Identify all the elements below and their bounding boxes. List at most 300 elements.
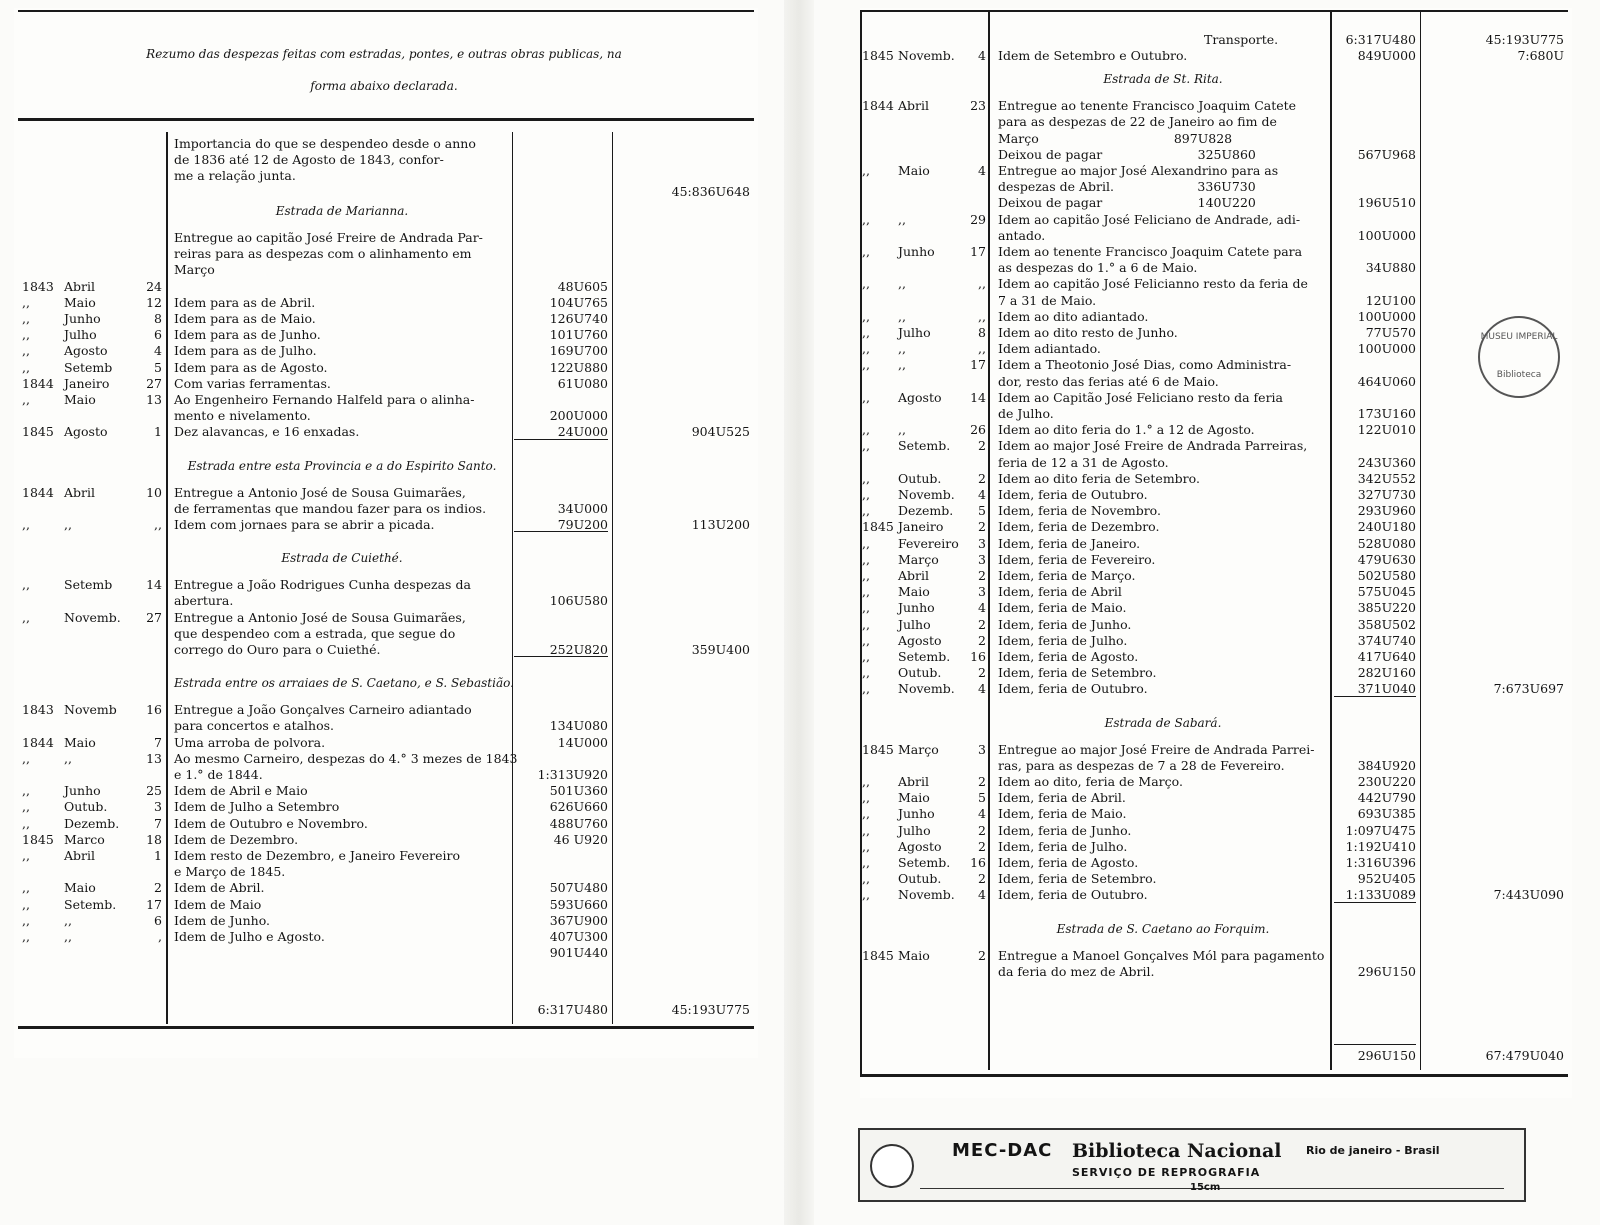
ledger-row — [14, 343, 754, 359]
row-desc: reiras para as despezas com o alinhamento em — [174, 246, 472, 262]
right-bottom-rule — [860, 1074, 1568, 1077]
row-year: ,, — [862, 584, 870, 600]
row-day: 14 — [146, 577, 162, 593]
section-total: 7:673U697 — [1493, 681, 1564, 697]
section-title: Estrada entre os arraiaes de S. Caetano, e S. Sebastião. — [174, 676, 514, 691]
row-month: Maio — [898, 163, 930, 178]
ledger-row — [14, 848, 754, 864]
ledger-row — [860, 260, 1568, 276]
row-amount: 626U660 — [549, 799, 608, 815]
row-desc: Idem ao major José Freire de Andrada Parreiras, — [998, 438, 1308, 454]
banner-library: Biblioteca Nacional — [1072, 1140, 1282, 1162]
museum-stamp — [1478, 316, 1560, 398]
ledger-row — [860, 244, 1568, 260]
row-year: ,, — [862, 600, 870, 616]
row-amount: 1:313U920 — [537, 767, 608, 782]
row-day: 2 — [978, 665, 986, 681]
row-amount: 442U790 — [1357, 790, 1416, 806]
ledger-row — [14, 408, 754, 424]
row-amount: 342U552 — [1357, 470, 1416, 486]
ledger-row — [860, 357, 1568, 373]
row-day: 17 — [970, 244, 986, 259]
row-day: 5 — [978, 503, 986, 519]
row-year: ,, — [22, 880, 30, 896]
ledger-row — [14, 767, 754, 783]
ledger-row — [860, 228, 1568, 244]
row-desc: Idem, feria de Julho. — [998, 838, 1128, 854]
row-amount: 952U405 — [1357, 871, 1416, 887]
ledger-row — [860, 855, 1568, 871]
row-month: Setemb — [64, 359, 113, 375]
ledger-row — [860, 471, 1568, 487]
row-day: 16 — [146, 702, 162, 718]
row-desc: Idem, feria de Agosto. — [998, 649, 1139, 664]
ledger-row — [860, 964, 1568, 980]
final-sum-rule — [1334, 1044, 1416, 1045]
ledger-row — [14, 295, 754, 311]
row-month: Abril — [898, 98, 929, 114]
subtotal-rule — [1334, 902, 1416, 903]
left-page-total: 45:193U775 — [671, 1002, 750, 1017]
subtotal-rule — [514, 656, 608, 657]
section-title: Estrada de Cuiethé. — [281, 551, 403, 566]
row-month: Novemb. — [898, 487, 955, 502]
row-year: ,, — [862, 790, 870, 806]
row-month: Abril — [898, 774, 929, 789]
row-day: 3 — [154, 799, 162, 815]
row-desc: da feria do mez de Abril. — [998, 963, 1155, 979]
row-amount: 1:133U089 — [1345, 887, 1416, 903]
row-month: Outub. — [898, 665, 942, 681]
row-desc: Idem adiantado. — [998, 341, 1101, 357]
banner-scale: 15cm — [1190, 1182, 1221, 1193]
ledger-row — [860, 823, 1568, 839]
row-day: 10 — [146, 484, 162, 500]
ledger-row — [860, 742, 1568, 758]
section-total: 7:443U090 — [1493, 887, 1564, 903]
row-desc: e Março de 1845. — [174, 864, 286, 880]
row-day: 2 — [978, 568, 986, 583]
row-year: ,, — [862, 438, 870, 454]
row-desc: Idem, feria de Maio. — [998, 806, 1127, 822]
row-desc: Idem para as de Abril. — [174, 294, 316, 310]
row-day: 8 — [978, 325, 986, 340]
section-title: Estrada de S. Caetano ao Forquim. — [1056, 921, 1270, 936]
row-amount: 693U385 — [1357, 806, 1416, 822]
row-desc: Entregue ao major José Alexandrino para as — [998, 163, 1279, 178]
row-day: 2 — [978, 871, 986, 887]
row-desc: que despendeo com a estrada, que segue do — [174, 625, 456, 641]
row-month: Abril — [898, 568, 929, 583]
row-amount: 126U740 — [549, 311, 608, 326]
row-desc: Entregue a João Rodrigues Cunha despezas da — [174, 577, 471, 593]
row-amount: 374U740 — [1357, 632, 1416, 648]
row-day: 4 — [978, 48, 986, 63]
row-day: 24 — [146, 278, 162, 294]
row-month: Agosto — [64, 424, 108, 440]
row-day: 2 — [978, 616, 986, 632]
row-day: 4 — [154, 343, 162, 359]
ledger-row — [14, 577, 754, 593]
ledger-row — [860, 406, 1568, 422]
row-day: 23 — [970, 98, 986, 114]
row-year: ,, — [862, 887, 870, 903]
row-desc: Ao mesmo Carneiro, despezas do 4.° 3 mezes de 1843 — [174, 750, 518, 766]
row-amount: 46 U920 — [553, 831, 608, 847]
row-amount: 358U502 — [1357, 616, 1416, 632]
row-month: ,, — [64, 750, 72, 766]
ledger-row — [14, 376, 754, 392]
section-title: Estrada de Sabará. — [1104, 715, 1222, 730]
row-year: ,, — [22, 912, 30, 928]
row-desc: as despezas do 1.° a 6 de Maio. — [998, 260, 1198, 276]
row-year: ,, — [862, 681, 870, 697]
ledger-row — [14, 593, 754, 609]
section-total: 359U400 — [691, 642, 750, 657]
ledger-row — [860, 948, 1568, 964]
row-amount: 252U820 — [549, 642, 608, 657]
row-desc: Idem resto de Dezembro, e Janeiro Fevereiro — [174, 848, 461, 863]
row-month: Março — [898, 551, 939, 567]
row-desc: Idem de Maio — [174, 896, 262, 912]
row-desc: Março — [174, 262, 215, 278]
row-amount: 501U360 — [549, 783, 608, 799]
ledger-row — [14, 864, 754, 880]
row-month: ,, — [898, 341, 906, 357]
row-day: 13 — [146, 392, 162, 407]
row-amount: 34U000 — [557, 500, 608, 516]
row-year: ,, — [862, 632, 870, 648]
ledger-row — [860, 147, 1568, 163]
row-desc: Idem, feria de Novembro. — [998, 503, 1161, 519]
row-desc: Idem a Theotonio José Dias, como Administra- — [998, 357, 1292, 373]
row-amount: 367U900 — [549, 912, 608, 928]
row-desc: abertura. — [174, 593, 234, 609]
row-desc: Idem, feria de Junho. — [998, 822, 1132, 838]
row-desc: Idem para as de Julho. — [174, 343, 317, 359]
ledger-row — [14, 392, 754, 408]
ledger-row — [860, 48, 1568, 64]
row-month: Novemb. — [64, 609, 121, 625]
row-year: ,, — [862, 276, 870, 292]
row-amount: 122U880 — [549, 359, 608, 375]
ledger-row — [860, 390, 1568, 406]
stamp-bottom-text: Biblioteca — [1496, 370, 1542, 380]
ledger-row — [14, 735, 754, 751]
row-desc: Deixou de pagar 325U860 — [998, 146, 1256, 162]
ledger-row — [14, 626, 754, 642]
row-desc: Idem de Junho. — [174, 912, 270, 928]
row-day: 2 — [978, 822, 986, 838]
row-desc: Idem de Dezembro. — [174, 831, 299, 847]
row-day: 3 — [978, 551, 986, 567]
row-year: ,, — [862, 665, 870, 681]
row-amount: 243U360 — [1357, 454, 1416, 470]
row-desc: Idem, feria de Janeiro. — [998, 535, 1141, 551]
row-amount: 575U045 — [1357, 584, 1416, 600]
ledger-row — [860, 774, 1568, 790]
row-amount: 296U150 — [1357, 963, 1416, 979]
row-amount: 196U510 — [1357, 195, 1416, 211]
row-desc: Deixou de pagar 140U220 — [998, 195, 1256, 211]
row-day: 17 — [970, 357, 986, 373]
row-amount: 200U000 — [549, 408, 608, 424]
ledger-row — [860, 276, 1568, 292]
row-day: , — [158, 929, 162, 944]
row-desc: Idem com jornaes para se abrir a picada. — [174, 517, 435, 532]
row-desc: Idem, feria de Outubro. — [998, 887, 1148, 903]
row-amount: 169U700 — [549, 343, 608, 359]
row-desc: Idem ao Capitão José Feliciano resto da feria — [998, 389, 1283, 405]
row-desc: feria de 12 a 31 de Agosto. — [998, 454, 1169, 470]
row-year: ,, — [862, 341, 870, 357]
row-month: ,, — [898, 357, 906, 373]
ledger-row — [860, 98, 1568, 114]
row-desc: dor, resto das ferias até 6 de Maio. — [998, 373, 1219, 389]
library-banner — [858, 1128, 1526, 1202]
row-year: 1845 — [862, 947, 894, 963]
ledger-row — [860, 790, 1568, 806]
row-desc: Idem ao capitão José Feliciano de Andrade, adi- — [998, 211, 1301, 227]
row-amount: 507U480 — [549, 880, 608, 896]
ledger-row — [14, 880, 754, 896]
row-desc: Entregue a João Gonçalves Carneiro adiantado — [174, 702, 472, 718]
row-year: 1845 — [22, 424, 54, 440]
transport-col3: 7:680U — [1517, 48, 1564, 63]
right-page — [860, 8, 1572, 1098]
ledger-row — [860, 536, 1568, 552]
row-day: 18 — [146, 831, 162, 847]
heading-rule — [18, 118, 754, 121]
row-year: ,, — [862, 244, 870, 259]
row-month: Maio — [64, 880, 96, 896]
row-month: Abril — [64, 848, 95, 863]
row-month: Maio — [898, 947, 930, 963]
ledger-row — [860, 649, 1568, 665]
row-year: ,, — [862, 535, 870, 551]
row-month: Agosto — [64, 343, 108, 359]
row-month: Fevereiro — [898, 535, 959, 551]
ledger-row — [860, 871, 1568, 887]
row-desc: Idem ao dito feria do 1.° a 12 de Agosto. — [998, 422, 1255, 438]
row-year: ,, — [862, 422, 870, 438]
row-desc: Ao Engenheiro Fernando Halfeld para o alinha- — [174, 392, 475, 407]
row-desc: para as despezas de 22 de Janeiro ao fim de — [998, 114, 1277, 130]
row-day: 2 — [978, 838, 986, 854]
row-month: Setemb. — [898, 649, 951, 664]
ledger-row — [14, 897, 754, 913]
row-month: Junho — [898, 600, 935, 616]
row-year: ,, — [22, 799, 30, 815]
row-desc: Idem ao dito feria de Setembro. — [998, 470, 1200, 486]
ledger-row — [14, 279, 754, 295]
row-amount: 502U580 — [1357, 568, 1416, 583]
row-day: 13 — [146, 750, 162, 766]
row-month: Agosto — [898, 389, 942, 405]
ledger-row — [860, 212, 1568, 228]
row-amount: 104U765 — [549, 294, 608, 310]
left-page — [14, 8, 758, 1058]
row-day: 2 — [978, 632, 986, 648]
row-day: 3 — [978, 584, 986, 600]
row-month: Novemb — [64, 702, 117, 718]
row-amount: 100U000 — [1357, 227, 1416, 243]
row-year: ,, — [862, 308, 870, 324]
row-year: ,, — [22, 294, 30, 310]
row-month: Novemb. — [898, 681, 955, 697]
row-amount: 61U080 — [557, 375, 608, 391]
row-month: Maio — [898, 584, 930, 600]
subtotal-rule — [1334, 696, 1416, 697]
row-year: 1844 — [22, 375, 54, 391]
row-amount: 593U660 — [549, 896, 608, 912]
row-month: Setemb. — [898, 855, 951, 870]
section-total: 113U200 — [691, 517, 750, 532]
row-month: ,, — [898, 276, 906, 292]
row-desc: Idem, feria de Outubro. — [998, 487, 1148, 502]
intro-line: de 1836 até 12 de Agosto de 1843, confor- — [174, 152, 444, 167]
row-year: ,, — [862, 357, 870, 373]
row-desc: Idem ao dito resto de Junho. — [998, 325, 1178, 340]
row-desc: Entregue ao tenente Francisco Joaquim Catete — [998, 98, 1297, 114]
row-year: ,, — [22, 392, 30, 407]
row-day: ,, — [154, 517, 162, 532]
final-subtotal: 296U150 — [1357, 1048, 1416, 1063]
row-day: 1 — [154, 848, 162, 863]
top-rule — [18, 10, 754, 12]
row-day: 7 — [154, 734, 162, 750]
ledger-row — [860, 195, 1568, 211]
row-month: Setemb. — [898, 438, 951, 454]
ledger-row — [860, 114, 1568, 130]
section-total: 904U525 — [691, 424, 750, 440]
ledger-row — [14, 327, 754, 343]
row-year: ,, — [22, 311, 30, 326]
row-desc: de ferramentas que mandou fazer para os indios. — [174, 500, 487, 516]
row-day: 3 — [978, 741, 986, 757]
row-year: ,, — [22, 929, 30, 944]
row-day: 4 — [978, 487, 986, 502]
row-year: ,, — [22, 343, 30, 359]
row-month: Abril — [64, 484, 95, 500]
row-month: Outub. — [64, 799, 108, 815]
final-total: 67:479U040 — [1485, 1048, 1564, 1063]
row-day: 6 — [154, 912, 162, 928]
ledger-row — [860, 487, 1568, 503]
ledger-row — [14, 799, 754, 815]
right-top-rule — [860, 10, 1568, 12]
row-year: ,, — [22, 517, 30, 532]
row-desc: Idem de Outubro e Novembro. — [174, 815, 368, 831]
row-desc: Entregue a Antonio José de Sousa Guimarães, — [174, 484, 466, 500]
row-amount: 293U960 — [1357, 503, 1416, 519]
row-desc: Idem, feria de Fevereiro. — [998, 551, 1156, 567]
ledger-row — [14, 913, 754, 929]
row-day: 16 — [970, 649, 986, 664]
row-year: ,, — [22, 577, 30, 593]
row-amount: 101U760 — [549, 327, 608, 343]
row-year: ,, — [862, 568, 870, 583]
ledger-row — [14, 945, 754, 961]
row-month: ,, — [64, 929, 72, 944]
row-desc: Idem de Abril e Maio — [174, 783, 308, 799]
ledger-row — [860, 438, 1568, 454]
ledger-row — [860, 131, 1568, 147]
row-desc: Idem, feria de Julho. — [998, 632, 1128, 648]
row-day: ,, — [978, 276, 986, 292]
row-amount: 173U160 — [1357, 406, 1416, 421]
row-day: 27 — [146, 375, 162, 391]
ledger-row — [860, 665, 1568, 681]
row-desc: Idem de Julho e Agosto. — [174, 929, 325, 944]
row-day: 29 — [970, 211, 986, 227]
row-day: 5 — [154, 359, 162, 375]
row-year: ,, — [22, 848, 30, 863]
ledger-row — [14, 610, 754, 626]
ledger-row — [860, 293, 1568, 309]
row-amount: 134U080 — [549, 718, 608, 734]
row-day: 3 — [978, 535, 986, 551]
section-title: Estrada entre esta Provincia e a do Espirito Santo. — [187, 458, 497, 473]
row-desc: Idem, feria de Dezembro. — [998, 519, 1160, 535]
row-desc: Entregue ao capitão José Freire de Andrada Par- — [174, 230, 483, 245]
row-year: ,, — [862, 838, 870, 854]
row-amount: 282U160 — [1357, 665, 1416, 681]
ledger-row — [14, 485, 754, 501]
row-desc: antado. — [998, 227, 1046, 243]
row-year: ,, — [862, 806, 870, 822]
row-month: Marco — [64, 831, 105, 847]
row-amount: 488U760 — [549, 815, 608, 831]
row-day: 2 — [978, 470, 986, 486]
ledger-row — [860, 758, 1568, 774]
stamp-top-text: MUSEU IMPERIAL — [1480, 332, 1558, 342]
row-desc: de Julho. — [998, 406, 1054, 421]
row-amount: 230U220 — [1357, 774, 1416, 789]
row-month: ,, — [64, 912, 72, 928]
row-year: 1843 — [22, 702, 54, 718]
row-day: 4 — [978, 806, 986, 822]
row-year: ,, — [22, 327, 30, 343]
row-year: 1843 — [22, 278, 54, 294]
transport-label: Transporte. — [1204, 32, 1279, 47]
row-desc: Idem para as de Maio. — [174, 311, 316, 326]
punch-hole-icon — [870, 1144, 914, 1188]
row-year: ,, — [862, 163, 870, 178]
row-month: ,, — [64, 517, 72, 532]
row-amount: 240U180 — [1357, 519, 1416, 535]
row-amount: 464U060 — [1357, 373, 1416, 389]
row-year: ,, — [862, 774, 870, 789]
row-desc: Idem de Setembro e Outubro. — [998, 48, 1188, 63]
row-amount: 327U730 — [1357, 487, 1416, 502]
row-year: ,, — [862, 649, 870, 664]
banner-location: Rio de janeiro - Brasil — [1306, 1144, 1440, 1157]
row-month: Maio — [64, 734, 96, 750]
row-day: 4 — [978, 600, 986, 616]
row-day: 16 — [970, 855, 986, 870]
row-month: Julho — [898, 822, 931, 838]
ledger-row — [860, 568, 1568, 584]
row-day: 4 — [978, 887, 986, 903]
row-year: 1845 — [862, 48, 894, 63]
row-day: 12 — [146, 294, 162, 310]
left-page-subtotal: 6:317U480 — [537, 1002, 608, 1017]
row-year: ,, — [862, 616, 870, 632]
row-year: ,, — [862, 389, 870, 405]
row-day: 2 — [978, 947, 986, 963]
row-amount: 100U000 — [1357, 308, 1416, 324]
